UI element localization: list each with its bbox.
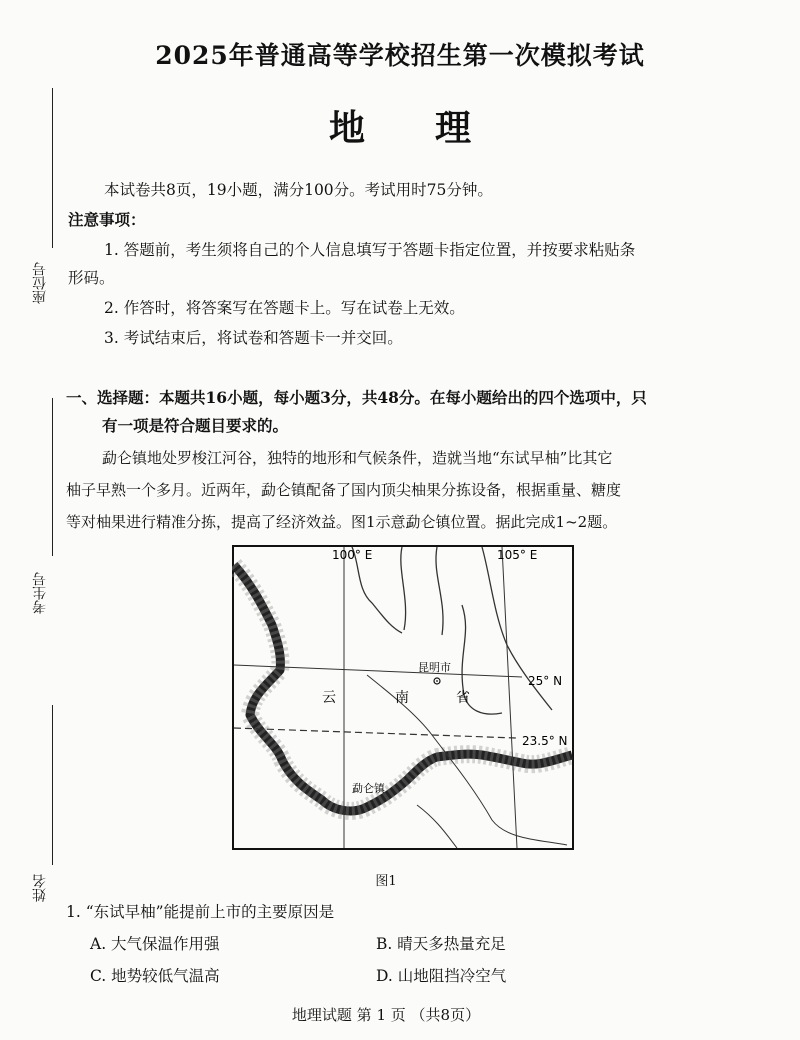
option-a: A. 大气保温作用强: [90, 935, 220, 953]
lat-label-25: 25° N: [528, 674, 563, 688]
town-label: 勐仑镇: [352, 782, 385, 795]
section-heading: 一、选择题：本题共16小题，每小题3分，共48分。在每小题给出的四个选项中，只: [66, 388, 647, 407]
margin-line: [52, 705, 53, 865]
option-b: B. 晴天多热量充足: [376, 935, 506, 953]
map-svg: [232, 545, 574, 850]
province-label-3: 省: [456, 690, 470, 706]
lat-label-23-5: 23.5° N: [522, 734, 568, 748]
location-map: [232, 545, 574, 850]
city-marker-dot: [436, 680, 438, 682]
exam-title: 2025年普通高等学校招生第一次模拟考试: [155, 41, 645, 70]
figure-caption: 图1: [375, 874, 397, 889]
province-label-2: 南: [395, 690, 409, 706]
lon-label-105: 105° E: [497, 548, 538, 562]
section-heading-cont: 有一项是符合题目要求的。: [102, 416, 289, 435]
lon-label-100: 100° E: [332, 548, 373, 562]
margin-line: [52, 88, 53, 248]
option-d: D. 山地阻挡冷空气: [376, 967, 507, 985]
note-item-1-cont: 形码。: [68, 269, 115, 287]
subject-title: [0, 100, 800, 151]
passage-line: 柚子早熟一个多月。近两年，勐仑镇配备了国内顶尖柚果分拣设备，根据重量、糖度: [66, 481, 622, 499]
page-footer: 地理试题 第 1 页 （共8页）: [291, 1006, 481, 1024]
passage-line: 等对柚果进行精准分拣，提高了经济效益。图1示意勐仑镇位置。据此完成1~2题。: [66, 513, 618, 531]
note-item-1: 1. 答题前，考生须将自己的个人信息填写于答题卡指定位置，并按要求粘贴条: [104, 241, 636, 259]
question-stem: 1. “东试早柚”能提前上市的主要原因是: [66, 903, 335, 921]
passage-line: 勐仑镇地处罗梭江河谷，独特的地形和气候条件，造就当地“东试早柚”比其它: [102, 449, 613, 467]
name-label: 姓名: [32, 874, 48, 902]
province-label-1: 云: [322, 690, 336, 706]
subject-char-2: 理: [435, 107, 472, 149]
note-item-2: 2. 作答时，将答案写在答题卡上。写在试卷上无效。: [104, 299, 465, 317]
seat-number-label: 座位号: [32, 262, 48, 304]
option-c: C. 地势较低气温高: [90, 967, 220, 985]
margin-line: [52, 398, 53, 556]
subject-char-1: 地: [328, 107, 365, 149]
city-label: 昆明市: [418, 661, 451, 674]
exam-number-label: 考生号: [32, 572, 48, 614]
intro-text: 本试卷共8页，19小题，满分100分。考试用时75分钟。: [104, 181, 493, 199]
notes-heading: 注意事项：: [68, 210, 146, 229]
note-item-3: 3. 考试结束后，将试卷和答题卡一并交回。: [104, 329, 403, 347]
